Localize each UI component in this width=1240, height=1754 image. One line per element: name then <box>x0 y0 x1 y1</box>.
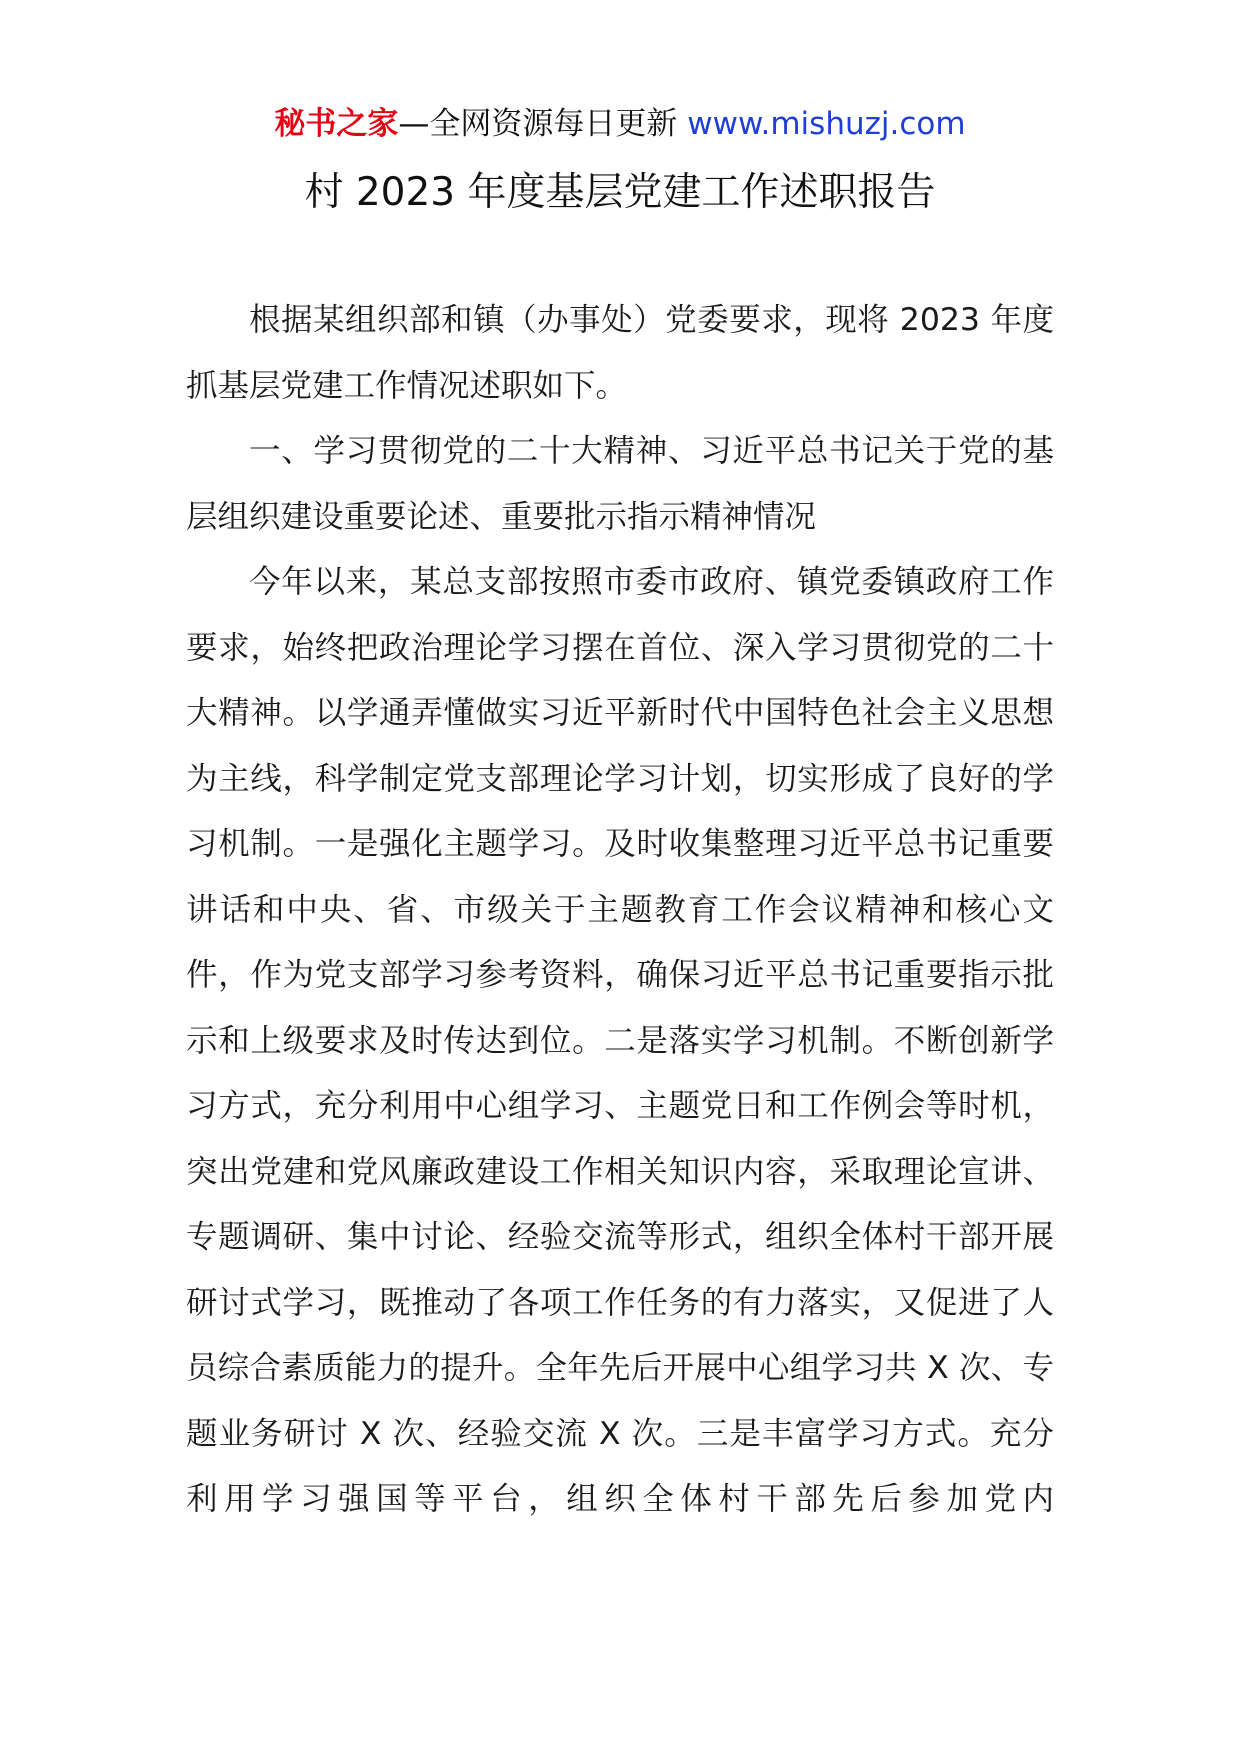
header-slogan: —全网资源每日更新 <box>398 106 688 142</box>
section-heading: 一、学习贯彻党的二十大精神、习近平总书记关于党的基层组织建设重要论述、重要批示指示精神情况 <box>186 433 1054 535</box>
intro-paragraph: 根据某组织部和镇（办事处）党委要求，现将 2023 年度抓基层党建工作情况述职如下。 <box>186 302 1054 404</box>
document-body <box>186 288 1054 1533</box>
document-title: 村 2023 年度基层党建工作述职报告 <box>304 170 936 215</box>
site-url-link[interactable]: www.mishuzj.com <box>687 106 966 142</box>
brand-name: 秘书之家 <box>274 106 399 142</box>
body-paragraph: 今年以来，某总支部按照市委市政府、镇党委镇政府工作要求，始终把政治理论学习摆在首位、深入学习贯彻党的二十大精神。以学通弄懂做实习近平新时代中国特色社会主义思想为主线，科学制定党支部理论学习计划，切实形成了良好的学习机制。一是强化主题学习。及时收集整理习近平总书记重要讲话和中央、省、市级关于主题教育工作会议精神和核心文件，作为党支部学习参考资料，确保习近平总书记重要指示批示和上级要求及时传达到位。二是落实学习机制。不断创新学习方式，充分利用中心组学习、主题党日和工作例会等时机，突出党建和党风廉政建设工作相关知识内容，采取理论宣讲、专题调研、集中讨论、经验交流等形式，组织全体村干部开展研讨式学习，既推动了各项工作任务的有力落实，又促进了人员综合素质能力的提升。全年先后开展中心组学习共 X 次、专题业务研讨 X 次、经验交流 X 次。三是丰富学习方式。充分利用学习强国等平台，组织全体村干部先后参加党内 <box>186 564 1054 1517</box>
site-header <box>0 102 1240 146</box>
